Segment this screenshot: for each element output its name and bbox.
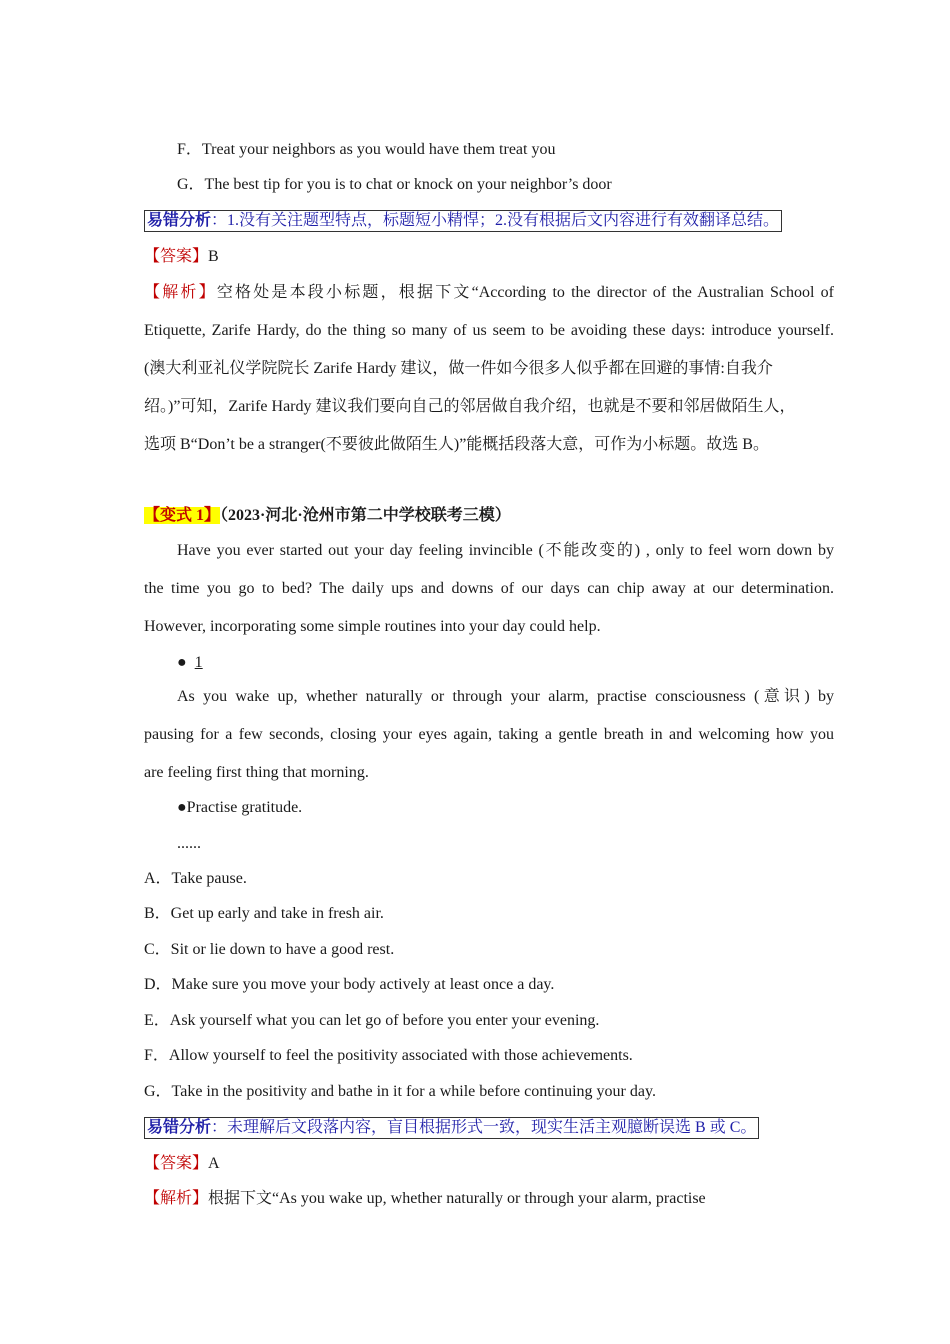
variant-heading [144,505,511,527]
error-analysis-label-2: 易错分析 [147,1119,212,1136]
passage-line-6: are feeling first thing that morning. [144,764,369,781]
passage-line-5: pausing for a few seconds, closing your eyes again, taking a gentle breath in and welcoming how you [144,726,834,743]
analysis-line-5: 选项 B“Don’t be a stranger(不要彼此做陌生人)”能概括段落大意，可作为小标题。故选 B。 [144,436,769,453]
analysis-line-2-1: 【解析】根据下文“As you wake up, whether naturally or through your alarm, practise [144,1190,706,1207]
error-analysis-box-2 [144,1117,759,1139]
analysis-line-1: 【解析】空格处是本段小标题，根据下文“According to the director of the Australian School of [144,284,834,301]
analysis-line-3: (澳大利亚礼仪学院院长 Zarife Hardy 建议，做一件如今很多人似乎都在回避的事情:自我介 [144,360,773,377]
error-analysis-text: ：1.没有关注题型特点，标题短小精悍；2.没有根据后文内容进行有效翻译总结。 [211,212,780,229]
answer-value-2: A [208,1155,220,1172]
answer-value: B [208,248,219,265]
answer-label: 【答案】 [144,248,209,265]
option-b: B．Get up early and take in fresh air. [144,905,384,922]
option-f: F．Treat your neighbors as you would have them treat you [177,141,556,158]
answer-label-2: 【答案】 [144,1155,209,1172]
bullet-blank-1: ● 1 [177,652,211,674]
answer-line-2 [144,1153,220,1175]
option-d: D．Make sure you move your body actively at least once a day. [144,976,555,993]
option-c: C．Sit or lie down to have a good rest. [144,941,395,958]
option-a: A．Take pause. [144,870,247,887]
passage-line-4: As you wake up, whether naturally or through your alarm, practise consciousness (意识) by [177,688,834,705]
passage-line-2: the time you go to bed? The daily ups and downs of our days can chip away at our determination. [144,580,834,597]
option-f2: F．Allow yourself to feel the positivity associated with those achievements. [144,1047,633,1064]
passage-line-3: However, incorporating some simple routines into your day could help. [144,618,601,635]
variant-source: （2023·河北·沧州市第二中学校联考三模） [220,507,511,524]
bullet-gratitude: ●Practise gratitude. [177,799,303,816]
answer-line [144,246,219,268]
passage-line-1: Have you ever started out your day feeling invincible (不能改变的) , only to feel worn down by [177,542,834,559]
error-analysis-box [144,210,782,232]
analysis-line-2: Etiquette, Zarife Hardy, do the thing so many of us seem to be avoiding these days: introduce yourself. [144,322,834,339]
blank-1: 1 [194,654,203,671]
error-analysis-label: 易错分析 [147,212,212,229]
analysis-line-4: 绍。)”可知，Zarife Hardy 建议我们要向自己的邻居做自我介绍，也就是不要和邻居做陌生人， [144,398,796,415]
option-e: E．Ask yourself what you can let go of before you enter your evening. [144,1012,600,1029]
error-analysis-text-2: ：未理解后文段落内容，盲目根据形式一致，现实生活主观臆断误选 B 或 C。 [211,1119,757,1136]
option-g: G．The best tip for you is to chat or knock on your neighbor’s door [177,176,612,193]
analysis-label-2: 【解析】 [144,1190,209,1207]
variant-tag: 【变式 1】 [144,507,221,524]
analysis-label: 【解析】 [144,284,217,301]
option-g2: G．Take in the positivity and bathe in it for a while before continuing your day. [144,1083,656,1100]
ellipsis: ...... [177,835,201,852]
